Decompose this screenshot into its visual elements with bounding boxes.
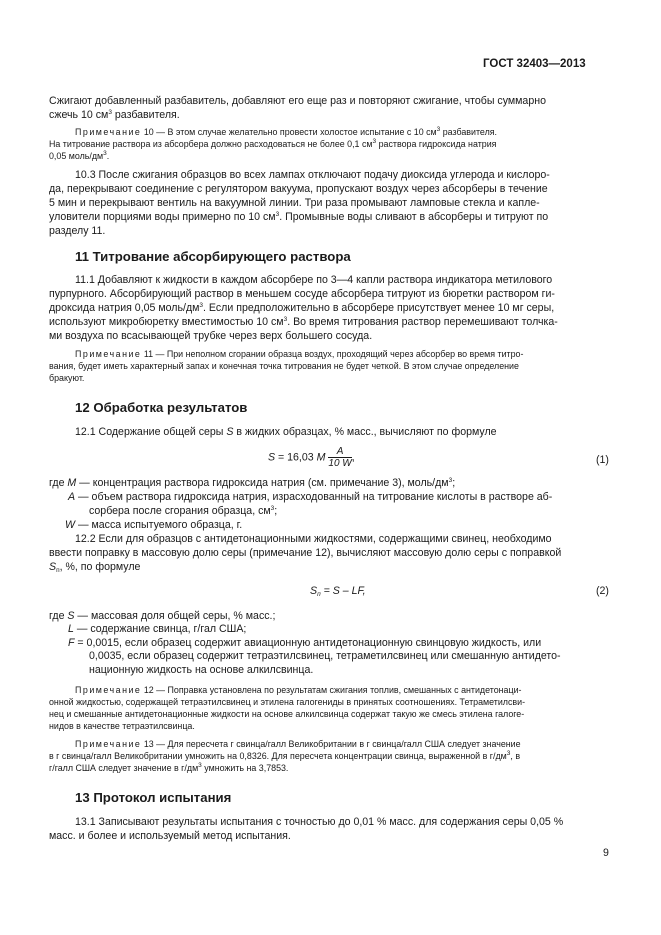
paragraph-line: $S_п$, %, по формуле bbox=[49, 561, 141, 574]
formula-fraction: $\frac{A}{10 W}$ bbox=[328, 446, 352, 469]
legend-line: где M — концентрация раствора гидроксида натрия (см. примечание 3), моль/$дм^3$; bbox=[49, 477, 456, 489]
legend-line: национную жидкость на основе алкилсвинца. bbox=[89, 664, 314, 676]
note-10-line: 0,05 моль/$дм^3$. bbox=[49, 150, 110, 161]
paragraph-line: пурпурного. Абсорбирующий раствор в меньшем сосуде абсорбера титруют из бюретки раствором ги- bbox=[49, 288, 555, 300]
note-13-line: г/галл США следует значение в $г/дм^3$ умножить на 3,7853. bbox=[49, 762, 289, 773]
note-12-line: нидов в качестве тетраэтилсвинца. bbox=[49, 721, 195, 731]
paragraph-line: ми воздуха по всасывающей трубке через верх большего сосуда. bbox=[49, 330, 373, 342]
note-12: Примечание 12 — Поправка установлена по результатам сжигания топлив, смешанных с антидетонаци- bbox=[75, 685, 522, 695]
legend-line: W — масса испытуемого образца, г. bbox=[65, 519, 243, 531]
paragraph-line: дроксида натрия 0,05 моль/$дм^3$. Если предположительно в абсорбере присутствует менее 10 мг серы, bbox=[49, 302, 555, 314]
formula-2: $S_п = S$ – LF, bbox=[310, 585, 366, 598]
section-13-heading: 13 Протокол испытания bbox=[75, 790, 232, 805]
paragraph-line: используют микробюретку вместимостью 10 $см^3$. Во время титрования раствор перемешивают толчка- bbox=[49, 316, 558, 328]
legend-line: L — содержание свинца, г/гал США; bbox=[68, 623, 247, 635]
section-12-heading: 12 Обработка результатов bbox=[75, 400, 248, 415]
paragraph-line: сжечь 10 $см^3$ разбавителя. bbox=[49, 109, 180, 121]
note-11-line: бракуют. bbox=[49, 373, 85, 383]
paragraph-11-1: 11.1 Добавляют к жидкости в каждом абсорбере по 3—4 капли раствора индикатора метилового bbox=[75, 274, 553, 286]
paragraph-line: да, перекрывают соединение с регулятором вакуума, пропускают воздух через абсорберы в течение bbox=[49, 183, 548, 195]
paragraph-10-3: 10.3 После сжигания образцов во всех лампах отключают подачу диоксида углерода и кислоро- bbox=[75, 169, 550, 181]
note-10-line: На титрование раствора из абсорбера должно расходоваться не более 0,1 $см^3$ раствора гидроксида натрия bbox=[49, 138, 497, 149]
page-number: 9 bbox=[603, 847, 609, 859]
paragraph-12-2: 12.2 Если для образцов с антидетонационными жидкостями, содержащими свинец, необходимо bbox=[75, 533, 552, 545]
formula-2-number: (2) bbox=[596, 585, 609, 597]
paragraph-13-1: 13.1 Записывают результаты испытания с точностью до 0,01 % масс. для содержания серы 0,05 % bbox=[75, 816, 564, 828]
note-12-line: нец и смешанные антидетонационные жидкости на основе алкилсвинца содержат такую же смесь этилена галоге- bbox=[49, 709, 525, 719]
standard-number: ГОСТ 32403—2013 bbox=[483, 58, 586, 70]
paragraph-line: разделу 11. bbox=[49, 225, 106, 237]
section-11-heading: 11 Титрование абсорбирующего раствора bbox=[75, 249, 351, 264]
note-12-line: онной жидкостью, содержащей тетраэтилсвинец и этилена галогениды в принятых соотношениях. Тетраметилсви- bbox=[49, 697, 526, 707]
legend-line: A — объем раствора гидроксида натрия, израсходованный на титрование кислоты в растворе аб- bbox=[68, 491, 553, 503]
note-13: Примечание 13 — Для пересчета г свинца/галл Великобритании в г свинца/галл США следует значение bbox=[75, 739, 521, 749]
legend-line: F = 0,0015, если образец содержит авиационную антидетонационную свинцовую жидкость, или bbox=[68, 637, 542, 649]
paragraph-line: уловители порциями воды примерно по 10 $см^3$. Промывные воды сливают в абсорберы и титруют по bbox=[49, 211, 549, 223]
paragraph-line: Сжигают добавленный разбавитель, добавляют его еще раз и повторяют сжигание, чтобы суммарно bbox=[49, 95, 546, 107]
note-11: Примечание 11 — При неполном сгорании образца воздух, проходящий через абсорбер во время титро- bbox=[75, 349, 524, 359]
legend-line: где S — массовая доля общей серы, % масс.; bbox=[49, 610, 276, 622]
paragraph-line: масс. и более и используемый метод испытания. bbox=[49, 830, 291, 842]
note-10: Примечание 10 — В этом случае желательно провести холостое испытание с 10 $см^3$ разбавителя. bbox=[75, 126, 498, 137]
paragraph-12-1: 12.1 Содержание общей серы S в жидких образцах, % масс., вычисляют по формуле bbox=[75, 426, 497, 438]
legend-line: сорбера после сгорания образца, $см^3$; bbox=[89, 505, 278, 517]
paragraph-line: 5 мин и перекрывают вентиль на вакуумной линии. Три раза промывают ламповые стекла и капле- bbox=[49, 197, 540, 209]
note-13-line: в г свинца/галл Великобритании умножить на 0,8326. Для пересчета концентрации свинца, выраженной в $г/дм^3$, в bbox=[49, 750, 521, 761]
formula-1-number: (1) bbox=[596, 454, 609, 466]
note-11-line: вания, будет иметь характерный запах и конечная точка титрования не будет четкой. В этом случае определение bbox=[49, 361, 519, 371]
formula-1: S = 16,03 M $\frac{A}{10 W}$ , bbox=[268, 446, 355, 469]
legend-line: 0,0035, если образец содержит тетраэтилсвинец, тетраметилсвинец или смешанную антидето- bbox=[89, 650, 561, 662]
paragraph-line: ввести поправку в массовую долю серы (примечание 12), вычисляют массовую долю серы с поправкой bbox=[49, 547, 562, 559]
